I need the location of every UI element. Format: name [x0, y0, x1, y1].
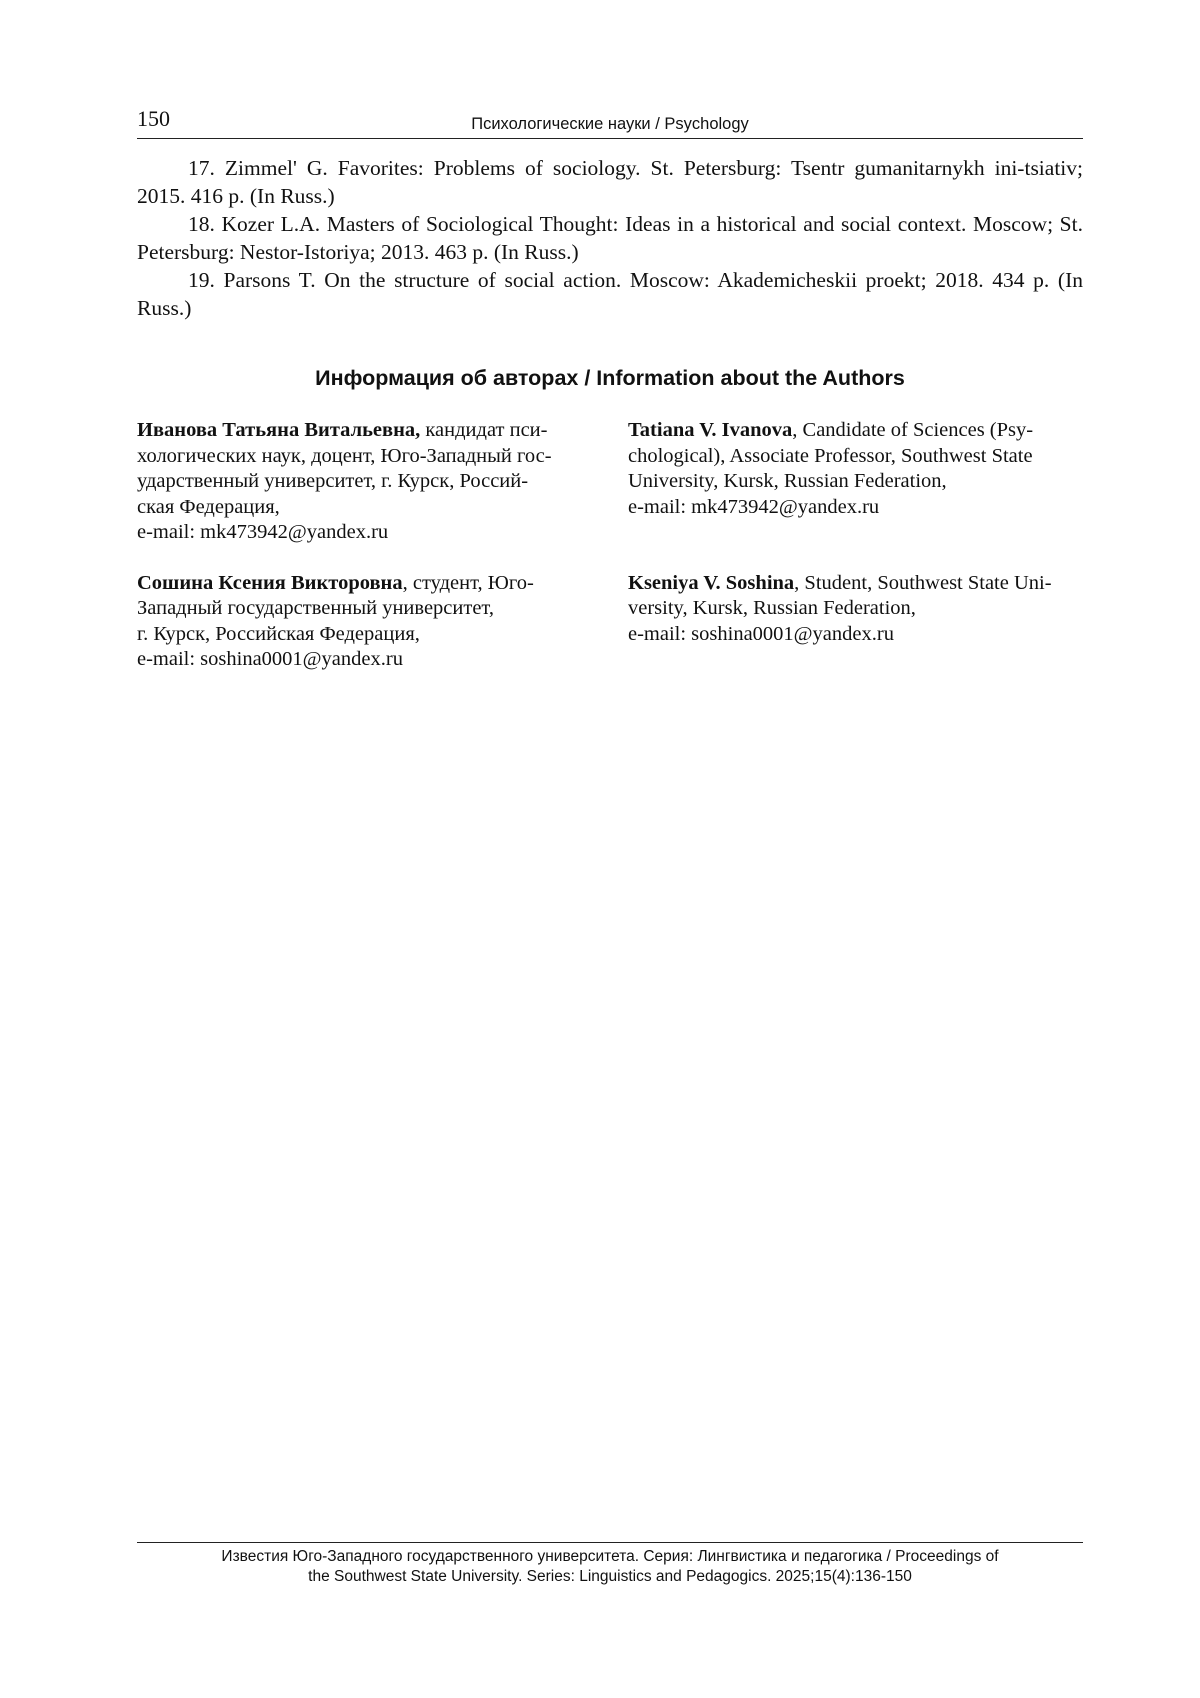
author-en-line: chological), Associate Professor, Southwest State: [628, 444, 1033, 467]
author-row-soshina: [137, 571, 1083, 673]
author-en-email: e-mail: mk473942@yandex.ru: [628, 495, 880, 518]
author-name-en: Kseniya V. Soshina: [628, 571, 795, 594]
references-list: [137, 154, 1083, 322]
author-ru-email: e-mail: soshina0001@yandex.ru: [137, 648, 403, 670]
author-name-ru: Сошина Ксения Викторовна: [137, 571, 403, 594]
author-en-line: [628, 571, 1083, 597]
running-header: [137, 104, 1083, 139]
author-ru-text: кандидат пси-: [420, 419, 548, 441]
author-ru-line: хологических наук, доцент, Юго-Западный гос-: [137, 444, 552, 467]
author-ru-text: , студент, Юго-: [402, 571, 534, 594]
author-ru-line: [137, 418, 592, 444]
author-en-line: University, Kursk, Russian Federation,: [628, 470, 947, 492]
reference-item-17: 17. Zimmel' G. Favorites: Problems of sociology. St. Petersburg: Tsentr gumanitarnykh ini-tsiativ; 2015. 416 p. (In Russ.): [137, 156, 1083, 208]
author-en-email: e-mail: soshina0001@yandex.ru: [628, 622, 894, 645]
footer-line-1: Известия Юго-Западного государственного университета. Серия: Лингвистика и педагогика / Proceedings of: [221, 1548, 999, 1565]
author-name-ru: Иванова Татьяна Витальевна,: [137, 419, 421, 441]
author-ru-column: [137, 571, 592, 673]
author-name-en: Tatiana V. Ivanova: [628, 419, 793, 441]
footer-line-2: the Southwest State University. Series: Linguistics and Pedagogics. 2025;15(4):136-150: [308, 1568, 912, 1585]
authors-info: [137, 418, 1083, 698]
author-en-line: versity, Kursk, Russian Federation,: [628, 597, 916, 619]
page-number: 150: [137, 106, 170, 131]
reference-item-19: 19. Parsons T. On the structure of social action. Moscow: Akademicheskii proekt; 2018. 434 p. (In Russ.): [137, 268, 1083, 320]
author-en-column: [628, 418, 1083, 546]
section-title: Психологические науки / Psychology: [471, 115, 749, 133]
author-ru-email: e-mail: mk473942@yandex.ru: [137, 521, 389, 543]
author-ru-line: ская Федерация,: [137, 495, 280, 518]
author-ru-line: ударственный университет, г. Курск, Россий-: [137, 470, 529, 492]
authors-heading: Информация об авторах / Information about the Authors: [315, 366, 905, 390]
journal-footer: [137, 1542, 1083, 1587]
author-en-line: [628, 418, 1083, 444]
author-en-text: , Student, Southwest State Uni-: [794, 571, 1052, 594]
author-ru-line: г. Курск, Российская Федерация,: [137, 622, 420, 645]
reference-item-18: 18. Kozer L.A. Masters of Sociological Thought: Ideas in a historical and social context. Moscow; St. Petersburg: Nestor-Istoriya; 2013. 463 p. (In Russ.): [137, 212, 1083, 264]
author-en-column: [628, 571, 1083, 673]
author-ru-column: [137, 418, 592, 546]
author-ru-line: [137, 571, 592, 597]
author-en-text: , Candidate of Sciences (Psy-: [792, 419, 1034, 441]
author-row-ivanova: [137, 418, 1083, 546]
author-ru-line: Западный государственный университет,: [137, 597, 494, 619]
